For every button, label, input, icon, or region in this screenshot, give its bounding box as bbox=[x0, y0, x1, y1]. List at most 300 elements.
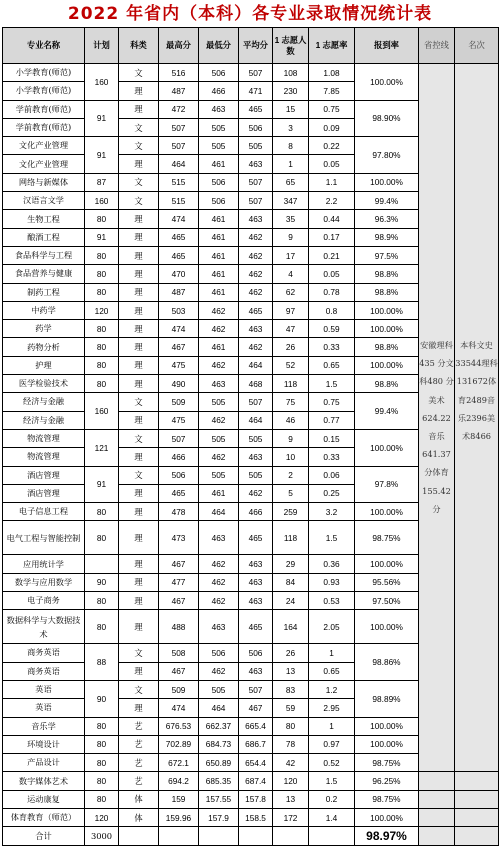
avg-score-cell: 465 bbox=[239, 100, 273, 118]
subject-cell: 艺 bbox=[119, 735, 159, 753]
first-choice-count-cell: 164 bbox=[273, 610, 309, 644]
first-choice-rate-cell: 1.4 bbox=[309, 808, 355, 826]
first-choice-count-cell: 13 bbox=[273, 662, 309, 680]
subject-cell: 理 bbox=[119, 338, 159, 356]
low-score-cell: 684.73 bbox=[199, 735, 239, 753]
avg-score-cell: 463 bbox=[239, 555, 273, 573]
high-score-cell: 467 bbox=[159, 662, 199, 680]
plan-cell: 91 bbox=[85, 100, 119, 137]
low-score-cell: 506 bbox=[199, 644, 239, 662]
report-rate-cell: 96.25% bbox=[355, 772, 419, 790]
first-choice-count-cell: 42 bbox=[273, 754, 309, 772]
low-score-cell: 461 bbox=[199, 155, 239, 173]
first-choice-rate-cell: 1 bbox=[309, 644, 355, 662]
major-cell: 文化产业管理 bbox=[3, 137, 85, 155]
low-score-cell: 505 bbox=[199, 429, 239, 447]
plan-cell: 80 bbox=[85, 735, 119, 753]
subject-cell: 文 bbox=[119, 192, 159, 210]
high-score-cell: 509 bbox=[159, 393, 199, 411]
high-score-cell: 516 bbox=[159, 64, 199, 82]
major-cell: 英语 bbox=[3, 699, 85, 717]
avg-score-cell: 654.4 bbox=[239, 754, 273, 772]
low-score-cell: 462 bbox=[199, 411, 239, 429]
first-choice-rate-cell: 0.05 bbox=[309, 265, 355, 283]
total-row bbox=[3, 827, 499, 846]
report-rate-cell: 98.9% bbox=[355, 228, 419, 246]
side-empty-cell bbox=[455, 772, 499, 790]
avg-score-cell: 463 bbox=[239, 662, 273, 680]
report-rate-cell: 96.3% bbox=[355, 210, 419, 228]
low-score-cell: 461 bbox=[199, 210, 239, 228]
report-rate-cell: 100.00% bbox=[355, 429, 419, 466]
low-score-cell: 506 bbox=[199, 64, 239, 82]
avg-score-cell: 463 bbox=[239, 592, 273, 610]
subject-cell: 理 bbox=[119, 411, 159, 429]
low-score-cell: 461 bbox=[199, 265, 239, 283]
first-choice-rate-cell: 0.65 bbox=[309, 356, 355, 374]
low-score-cell: 157.9 bbox=[199, 808, 239, 826]
subject-cell: 理 bbox=[119, 210, 159, 228]
plan-cell: 80 bbox=[85, 210, 119, 228]
first-choice-rate-cell: 0.17 bbox=[309, 228, 355, 246]
side-empty-cell bbox=[419, 772, 455, 790]
major-cell: 物流管理 bbox=[3, 448, 85, 466]
avg-score-cell: 466 bbox=[239, 503, 273, 521]
plan-cell: 80 bbox=[85, 338, 119, 356]
rank-cell: 本科文史33544理科131672体育2489音乐2396美术8466 bbox=[455, 64, 499, 772]
report-rate-cell: 100.00% bbox=[355, 503, 419, 521]
first-choice-count-cell: 259 bbox=[273, 503, 309, 521]
plan-cell: 80 bbox=[85, 246, 119, 264]
low-score-cell: 462 bbox=[199, 448, 239, 466]
first-choice-count-cell: 347 bbox=[273, 192, 309, 210]
first-choice-rate-cell: 0.97 bbox=[309, 735, 355, 753]
avg-score-cell: 687.4 bbox=[239, 772, 273, 790]
avg-score-cell: 506 bbox=[239, 644, 273, 662]
subject-cell: 理 bbox=[119, 592, 159, 610]
major-cell: 食品科学与工程 bbox=[3, 246, 85, 264]
high-score-cell: 515 bbox=[159, 192, 199, 210]
first-choice-count-cell: 97 bbox=[273, 301, 309, 319]
first-choice-count-cell: 35 bbox=[273, 210, 309, 228]
high-score-cell: 487 bbox=[159, 82, 199, 100]
low-score-cell: 462 bbox=[199, 592, 239, 610]
side-empty-cell bbox=[419, 808, 455, 826]
high-score-cell: 507 bbox=[159, 429, 199, 447]
high-score-cell: 466 bbox=[159, 448, 199, 466]
major-cell: 产品设计 bbox=[3, 754, 85, 772]
first-choice-rate-cell: 0.65 bbox=[309, 662, 355, 680]
report-rate-cell: 100.00% bbox=[355, 610, 419, 644]
plan-cell: 80 bbox=[85, 265, 119, 283]
avg-score-cell: 467 bbox=[239, 699, 273, 717]
total-empty-cell bbox=[119, 827, 159, 846]
major-cell: 护理 bbox=[3, 356, 85, 374]
first-choice-rate-cell: 0.09 bbox=[309, 118, 355, 136]
major-cell: 数据科学与大数据技术 bbox=[3, 610, 85, 644]
high-score-cell: 488 bbox=[159, 610, 199, 644]
high-score-cell: 467 bbox=[159, 592, 199, 610]
side-empty-cell bbox=[455, 827, 499, 846]
report-rate-cell: 98.8% bbox=[355, 338, 419, 356]
first-choice-count-cell: 9 bbox=[273, 429, 309, 447]
plan-cell: 160 bbox=[85, 393, 119, 430]
subject-cell: 文 bbox=[119, 680, 159, 698]
plan-cell: 80 bbox=[85, 754, 119, 772]
first-choice-rate-cell: 0.05 bbox=[309, 155, 355, 173]
major-cell: 小学教育(师范) bbox=[3, 82, 85, 100]
subject-cell: 理 bbox=[119, 320, 159, 338]
report-rate-cell: 98.75% bbox=[355, 790, 419, 808]
subject-cell: 理 bbox=[119, 228, 159, 246]
avg-score-cell: 158.5 bbox=[239, 808, 273, 826]
subject-cell: 艺 bbox=[119, 717, 159, 735]
header-control-line: 省控线 bbox=[419, 28, 455, 64]
first-choice-count-cell: 5 bbox=[273, 484, 309, 502]
first-choice-count-cell: 26 bbox=[273, 644, 309, 662]
first-choice-rate-cell: 1.5 bbox=[309, 375, 355, 393]
major-cell: 商务英语 bbox=[3, 644, 85, 662]
low-score-cell: 650.89 bbox=[199, 754, 239, 772]
plan-cell: 80 bbox=[85, 717, 119, 735]
subject-cell: 文 bbox=[119, 644, 159, 662]
total-empty-cell bbox=[239, 827, 273, 846]
low-score-cell: 461 bbox=[199, 228, 239, 246]
first-choice-rate-cell: 0.59 bbox=[309, 320, 355, 338]
first-choice-rate-cell: 0.52 bbox=[309, 754, 355, 772]
report-rate-cell: 98.8% bbox=[355, 283, 419, 301]
subject-cell: 文 bbox=[119, 173, 159, 191]
avg-score-cell: 465 bbox=[239, 610, 273, 644]
avg-score-cell: 462 bbox=[239, 338, 273, 356]
first-choice-rate-cell: 0.06 bbox=[309, 466, 355, 484]
first-choice-rate-cell: 0.53 bbox=[309, 592, 355, 610]
first-choice-count-cell: 172 bbox=[273, 808, 309, 826]
subject-cell: 理 bbox=[119, 662, 159, 680]
major-cell: 药物分析 bbox=[3, 338, 85, 356]
major-cell: 应用统计学 bbox=[3, 555, 85, 573]
major-cell: 制药工程 bbox=[3, 283, 85, 301]
report-rate-cell: 100.00% bbox=[355, 301, 419, 319]
plan-cell: 80 bbox=[85, 772, 119, 790]
avg-score-cell: 157.8 bbox=[239, 790, 273, 808]
plan-cell: 80 bbox=[85, 503, 119, 521]
major-cell: 酒店管理 bbox=[3, 484, 85, 502]
first-choice-rate-cell: 0.44 bbox=[309, 210, 355, 228]
avg-score-cell: 507 bbox=[239, 192, 273, 210]
major-cell: 体育教育（师范） bbox=[3, 808, 85, 826]
subject-cell: 理 bbox=[119, 100, 159, 118]
plan-cell: 80 bbox=[85, 610, 119, 644]
first-choice-rate-cell: 0.22 bbox=[309, 137, 355, 155]
low-score-cell: 463 bbox=[199, 100, 239, 118]
table-body bbox=[3, 64, 499, 846]
subject-cell: 理 bbox=[119, 555, 159, 573]
major-cell: 生物工程 bbox=[3, 210, 85, 228]
subject-cell: 体 bbox=[119, 790, 159, 808]
low-score-cell: 505 bbox=[199, 137, 239, 155]
first-choice-count-cell: 80 bbox=[273, 717, 309, 735]
plan-cell: 120 bbox=[85, 301, 119, 319]
subject-cell: 文 bbox=[119, 466, 159, 484]
subject-cell: 理 bbox=[119, 246, 159, 264]
first-choice-count-cell: 75 bbox=[273, 393, 309, 411]
major-cell: 小学教育(师范) bbox=[3, 64, 85, 82]
plan-cell: 80 bbox=[85, 592, 119, 610]
low-score-cell: 462 bbox=[199, 555, 239, 573]
report-rate-cell: 100.00% bbox=[355, 64, 419, 101]
high-score-cell: 474 bbox=[159, 210, 199, 228]
avg-score-cell: 463 bbox=[239, 448, 273, 466]
first-choice-count-cell: 4 bbox=[273, 265, 309, 283]
subject-cell: 理 bbox=[119, 448, 159, 466]
first-choice-rate-cell: 0.75 bbox=[309, 100, 355, 118]
first-choice-rate-cell: 0.8 bbox=[309, 301, 355, 319]
low-score-cell: 462 bbox=[199, 301, 239, 319]
avg-score-cell: 507 bbox=[239, 64, 273, 82]
plan-cell: 88 bbox=[85, 644, 119, 681]
major-cell: 汉语言文学 bbox=[3, 192, 85, 210]
avg-score-cell: 507 bbox=[239, 393, 273, 411]
report-rate-cell: 95.56% bbox=[355, 573, 419, 591]
first-choice-count-cell: 47 bbox=[273, 320, 309, 338]
report-rate-cell: 100.00% bbox=[355, 356, 419, 374]
low-score-cell: 461 bbox=[199, 283, 239, 301]
high-score-cell: 159.96 bbox=[159, 808, 199, 826]
first-choice-count-cell: 78 bbox=[273, 735, 309, 753]
header-first-rate: 1 志愿率 bbox=[309, 28, 355, 64]
subject-cell: 理 bbox=[119, 503, 159, 521]
header-avg: 平均分 bbox=[239, 28, 273, 64]
high-score-cell: 474 bbox=[159, 320, 199, 338]
high-score-cell: 507 bbox=[159, 137, 199, 155]
total-plan: 3000 bbox=[85, 827, 119, 846]
header-row bbox=[3, 28, 499, 64]
header-major: 专业名称 bbox=[3, 28, 85, 64]
subject-cell: 理 bbox=[119, 521, 159, 555]
report-rate-cell: 100.00% bbox=[355, 555, 419, 573]
report-rate-cell: 98.75% bbox=[355, 521, 419, 555]
report-rate-cell: 100.00% bbox=[355, 808, 419, 826]
avg-score-cell: 465 bbox=[239, 301, 273, 319]
plan-cell: 80 bbox=[85, 283, 119, 301]
plan-cell: 91 bbox=[85, 228, 119, 246]
first-choice-count-cell: 17 bbox=[273, 246, 309, 264]
report-rate-cell: 99.4% bbox=[355, 393, 419, 430]
major-cell: 学前教育(师范) bbox=[3, 100, 85, 118]
first-choice-rate-cell: 1 bbox=[309, 717, 355, 735]
subject-cell: 文 bbox=[119, 137, 159, 155]
avg-score-cell: 462 bbox=[239, 484, 273, 502]
header-report-rate: 报到率 bbox=[355, 28, 419, 64]
low-score-cell: 464 bbox=[199, 503, 239, 521]
subject-cell: 文 bbox=[119, 393, 159, 411]
high-score-cell: 507 bbox=[159, 118, 199, 136]
low-score-cell: 464 bbox=[199, 699, 239, 717]
low-score-cell: 662.37 bbox=[199, 717, 239, 735]
subject-cell: 体 bbox=[119, 808, 159, 826]
first-choice-rate-cell: 1.5 bbox=[309, 772, 355, 790]
high-score-cell: 503 bbox=[159, 301, 199, 319]
high-score-cell: 515 bbox=[159, 173, 199, 191]
report-rate-cell: 98.89% bbox=[355, 680, 419, 717]
major-cell: 药学 bbox=[3, 320, 85, 338]
high-score-cell: 474 bbox=[159, 699, 199, 717]
avg-score-cell: 462 bbox=[239, 265, 273, 283]
report-rate-cell: 98.90% bbox=[355, 100, 419, 137]
report-rate-cell: 97.80% bbox=[355, 137, 419, 174]
first-choice-rate-cell: 1.2 bbox=[309, 680, 355, 698]
high-score-cell: 470 bbox=[159, 265, 199, 283]
high-score-cell: 159 bbox=[159, 790, 199, 808]
major-cell: 学前教育(师范) bbox=[3, 118, 85, 136]
low-score-cell: 505 bbox=[199, 466, 239, 484]
report-rate-cell: 98.8% bbox=[355, 265, 419, 283]
total-report-rate: 98.97% bbox=[355, 827, 419, 846]
high-score-cell: 478 bbox=[159, 503, 199, 521]
major-cell: 经济与金融 bbox=[3, 393, 85, 411]
subject-cell: 理 bbox=[119, 573, 159, 591]
major-cell: 商务英语 bbox=[3, 662, 85, 680]
low-score-cell: 461 bbox=[199, 484, 239, 502]
header-rank: 名次 bbox=[455, 28, 499, 64]
total-empty-cell bbox=[199, 827, 239, 846]
report-rate-cell: 100.00% bbox=[355, 320, 419, 338]
first-choice-count-cell: 1 bbox=[273, 155, 309, 173]
low-score-cell: 461 bbox=[199, 338, 239, 356]
header-first-count: 1 志愿人数 bbox=[273, 28, 309, 64]
plan-cell: 120 bbox=[85, 808, 119, 826]
plan-cell: 90 bbox=[85, 680, 119, 717]
avg-score-cell: 464 bbox=[239, 411, 273, 429]
subject-cell: 理 bbox=[119, 699, 159, 717]
major-cell: 电子信息工程 bbox=[3, 503, 85, 521]
high-score-cell: 467 bbox=[159, 338, 199, 356]
header-plan: 计划 bbox=[85, 28, 119, 64]
subject-cell: 理 bbox=[119, 610, 159, 644]
first-choice-count-cell: 118 bbox=[273, 375, 309, 393]
low-score-cell: 506 bbox=[199, 173, 239, 191]
high-score-cell: 506 bbox=[159, 466, 199, 484]
plan-cell bbox=[85, 555, 119, 573]
report-rate-cell: 97.8% bbox=[355, 466, 419, 503]
avg-score-cell: 463 bbox=[239, 573, 273, 591]
subject-cell: 艺 bbox=[119, 772, 159, 790]
report-rate-cell: 100.00% bbox=[355, 717, 419, 735]
plan-cell: 91 bbox=[85, 466, 119, 503]
high-score-cell: 464 bbox=[159, 155, 199, 173]
major-cell: 酿酒工程 bbox=[3, 228, 85, 246]
low-score-cell: 462 bbox=[199, 320, 239, 338]
first-choice-count-cell: 52 bbox=[273, 356, 309, 374]
side-empty-cell bbox=[455, 790, 499, 808]
plan-cell: 80 bbox=[85, 521, 119, 555]
first-choice-count-cell: 26 bbox=[273, 338, 309, 356]
subject-cell: 理 bbox=[119, 356, 159, 374]
first-choice-rate-cell: 1.5 bbox=[309, 521, 355, 555]
first-choice-count-cell: 108 bbox=[273, 64, 309, 82]
avg-score-cell: 465 bbox=[239, 521, 273, 555]
subject-cell: 文 bbox=[119, 429, 159, 447]
avg-score-cell: 471 bbox=[239, 82, 273, 100]
plan-cell: 87 bbox=[85, 173, 119, 191]
first-choice-count-cell: 65 bbox=[273, 173, 309, 191]
low-score-cell: 505 bbox=[199, 118, 239, 136]
avg-score-cell: 462 bbox=[239, 246, 273, 264]
major-cell: 环境设计 bbox=[3, 735, 85, 753]
first-choice-count-cell: 2 bbox=[273, 466, 309, 484]
first-choice-count-cell: 13 bbox=[273, 790, 309, 808]
plan-cell: 160 bbox=[85, 64, 119, 101]
high-score-cell: 475 bbox=[159, 356, 199, 374]
subject-cell: 理 bbox=[119, 484, 159, 502]
first-choice-rate-cell: 0.33 bbox=[309, 338, 355, 356]
header-low: 最低分 bbox=[199, 28, 239, 64]
admission-table bbox=[2, 27, 499, 846]
first-choice-rate-cell: 2.95 bbox=[309, 699, 355, 717]
low-score-cell: 463 bbox=[199, 521, 239, 555]
first-choice-count-cell: 8 bbox=[273, 137, 309, 155]
major-cell: 电气工程与智能控制 bbox=[3, 521, 85, 555]
high-score-cell: 694.2 bbox=[159, 772, 199, 790]
avg-score-cell: 505 bbox=[239, 429, 273, 447]
major-cell: 网络与新媒体 bbox=[3, 173, 85, 191]
high-score-cell: 508 bbox=[159, 644, 199, 662]
high-score-cell: 465 bbox=[159, 484, 199, 502]
first-choice-rate-cell: 7.85 bbox=[309, 82, 355, 100]
first-choice-rate-cell: 0.36 bbox=[309, 555, 355, 573]
first-choice-count-cell: 120 bbox=[273, 772, 309, 790]
major-cell: 食品营养与健康 bbox=[3, 265, 85, 283]
avg-score-cell: 462 bbox=[239, 228, 273, 246]
subject-cell: 理 bbox=[119, 82, 159, 100]
first-choice-count-cell: 15 bbox=[273, 100, 309, 118]
first-choice-count-cell: 46 bbox=[273, 411, 309, 429]
major-cell: 医学检验技术 bbox=[3, 375, 85, 393]
first-choice-count-cell: 24 bbox=[273, 592, 309, 610]
report-rate-cell: 97.50% bbox=[355, 592, 419, 610]
subject-cell: 理 bbox=[119, 375, 159, 393]
major-cell: 数字媒体艺术 bbox=[3, 772, 85, 790]
total-empty-cell bbox=[273, 827, 309, 846]
total-empty-cell bbox=[309, 827, 355, 846]
first-choice-rate-cell: 0.93 bbox=[309, 573, 355, 591]
plan-cell: 80 bbox=[85, 790, 119, 808]
major-cell: 电子商务 bbox=[3, 592, 85, 610]
first-choice-rate-cell: 0.75 bbox=[309, 393, 355, 411]
subject-cell: 理 bbox=[119, 283, 159, 301]
avg-score-cell: 507 bbox=[239, 680, 273, 698]
major-cell: 酒店管理 bbox=[3, 466, 85, 484]
avg-score-cell: 463 bbox=[239, 155, 273, 173]
first-choice-rate-cell: 0.15 bbox=[309, 429, 355, 447]
avg-score-cell: 468 bbox=[239, 375, 273, 393]
plan-cell: 90 bbox=[85, 573, 119, 591]
major-cell: 音乐学 bbox=[3, 717, 85, 735]
low-score-cell: 157.55 bbox=[199, 790, 239, 808]
first-choice-count-cell: 62 bbox=[273, 283, 309, 301]
first-choice-count-cell: 3 bbox=[273, 118, 309, 136]
avg-score-cell: 464 bbox=[239, 356, 273, 374]
high-score-cell: 465 bbox=[159, 246, 199, 264]
low-score-cell: 466 bbox=[199, 82, 239, 100]
high-score-cell: 672.1 bbox=[159, 754, 199, 772]
avg-score-cell: 506 bbox=[239, 118, 273, 136]
first-choice-count-cell: 118 bbox=[273, 521, 309, 555]
total-label: 合计 bbox=[3, 827, 85, 846]
high-score-cell: 676.53 bbox=[159, 717, 199, 735]
report-rate-cell: 100.00% bbox=[355, 735, 419, 753]
